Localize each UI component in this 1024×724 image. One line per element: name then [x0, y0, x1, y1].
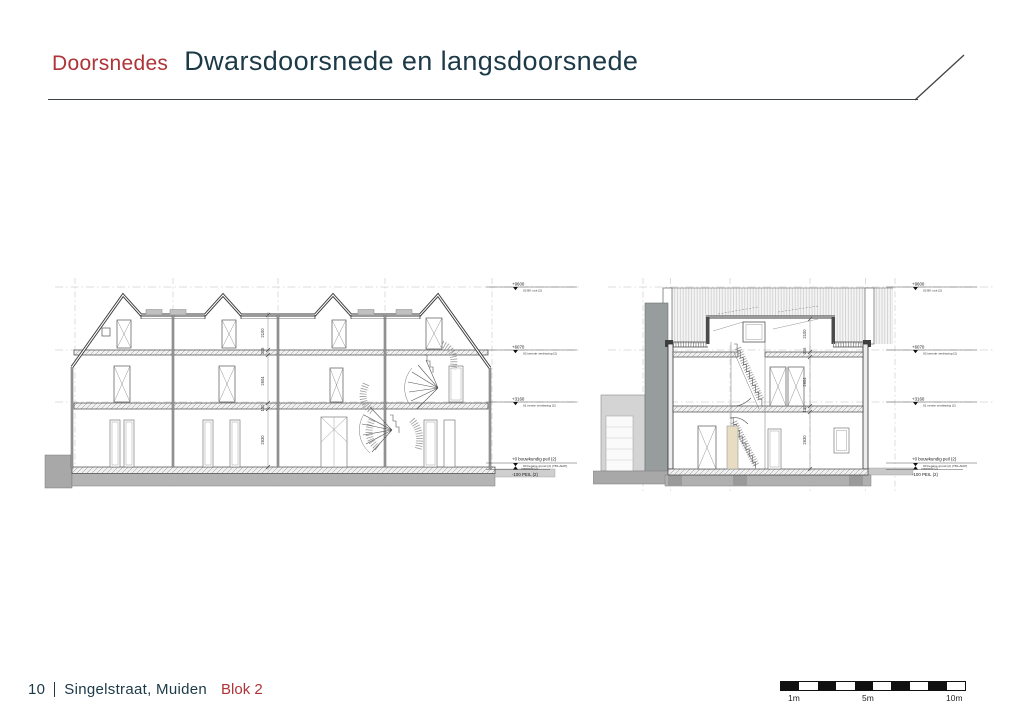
cross-section-drawing: [593, 266, 1023, 501]
level-v2-value: +6070: [512, 344, 525, 350]
level-nok-value: +9600: [512, 281, 525, 287]
garage-door: [606, 416, 633, 471]
dim-slab2: 306: [802, 347, 807, 355]
level-annotations: [886, 282, 977, 477]
dim-first: 2604: [802, 377, 807, 387]
wall-left: [668, 344, 673, 469]
level-v1-value: +3160: [912, 396, 925, 402]
level-ground-value: +0 bouwkundig peil (2): [512, 456, 557, 462]
dim-slab1: 130: [802, 405, 807, 413]
level-v2-label: 02 tweede verdieping (2): [523, 351, 558, 356]
entry-door: [727, 426, 738, 469]
level-nok-label: 02 BK nok (2): [523, 288, 542, 293]
level-v1-label: 01 eerste verdieping (2): [923, 403, 956, 408]
scale-segment: [781, 682, 799, 690]
scale-segment: [818, 682, 836, 690]
page-title: Dwarsdoorsnede en langsdoorsnede: [184, 46, 639, 76]
dim-ground: 2630: [802, 435, 807, 445]
project-name: Singelstraat, Muiden: [64, 681, 208, 698]
level-peil-label: -100 PEIL (2): [912, 471, 938, 477]
chimney-right: [865, 288, 874, 344]
dim-slab2: 306: [260, 347, 265, 355]
dim-ground: 2630: [260, 435, 265, 445]
header-diagonal-line: [914, 52, 968, 104]
footer-divider: [54, 682, 55, 697]
dim-slab1: 130: [260, 404, 265, 412]
scale-bar: [780, 681, 966, 691]
block-label: Blok 2: [221, 681, 263, 698]
level-v2-label: 02 tweede verdieping (2): [923, 351, 958, 356]
scale-segment: [799, 682, 817, 690]
section-label: Doorsnedes: [52, 52, 169, 75]
page-number: 10: [28, 681, 46, 698]
scale-segment: [947, 682, 965, 690]
adjacent-wall: [645, 303, 668, 475]
level-v2-value: +6070: [912, 344, 925, 350]
scale-segment: [891, 682, 909, 690]
skylight: [743, 322, 765, 342]
page-header: [52, 46, 638, 77]
staircase: [359, 344, 454, 453]
scale-label-10m: 10m: [946, 693, 963, 703]
level-ground-label: 00 begane grond (2) (750+NAP): [923, 463, 968, 468]
scale-segment: [836, 682, 854, 690]
level-v1-label: 01 eerste verdieping (2): [523, 403, 556, 408]
dim-first: 2604: [260, 376, 265, 386]
dim-attic: 2100: [260, 328, 265, 338]
dim-attic: 2100: [802, 329, 807, 339]
adjacent-structures: [601, 303, 668, 475]
scale-segment: [928, 682, 946, 690]
level-maaiveld-label: maaiveld (2): [521, 466, 539, 471]
door-openings: [102, 318, 463, 467]
level-ground-label: 00 begane grond (2) (750+NAP): [523, 463, 568, 468]
level-maaiveld-label: maaiveld (2): [921, 466, 939, 471]
scale-segment: [873, 682, 891, 690]
scale-segment: [910, 682, 928, 690]
header-rule: [48, 99, 918, 100]
scale-label-1m: 1m: [788, 693, 800, 703]
longitudinal-section-drawing: [40, 270, 600, 500]
wall-right: [863, 344, 868, 469]
scale-label-5m: 5m: [862, 693, 874, 703]
level-nok-value: +9600: [912, 281, 925, 287]
level-peil-label: -100 PEIL (2): [512, 471, 538, 477]
level-v1-value: +3160: [512, 396, 525, 402]
level-annotations: [486, 282, 577, 477]
dormer-box: [708, 317, 833, 344]
level-nok-label: 02 BK nok (2): [923, 288, 942, 293]
door-openings: [698, 367, 849, 469]
level-ground-value: +0 bouwkundig peil (2): [912, 456, 957, 462]
page-footer: [28, 681, 263, 698]
scale-segment: [855, 682, 873, 690]
dimension-column: [260, 312, 270, 470]
